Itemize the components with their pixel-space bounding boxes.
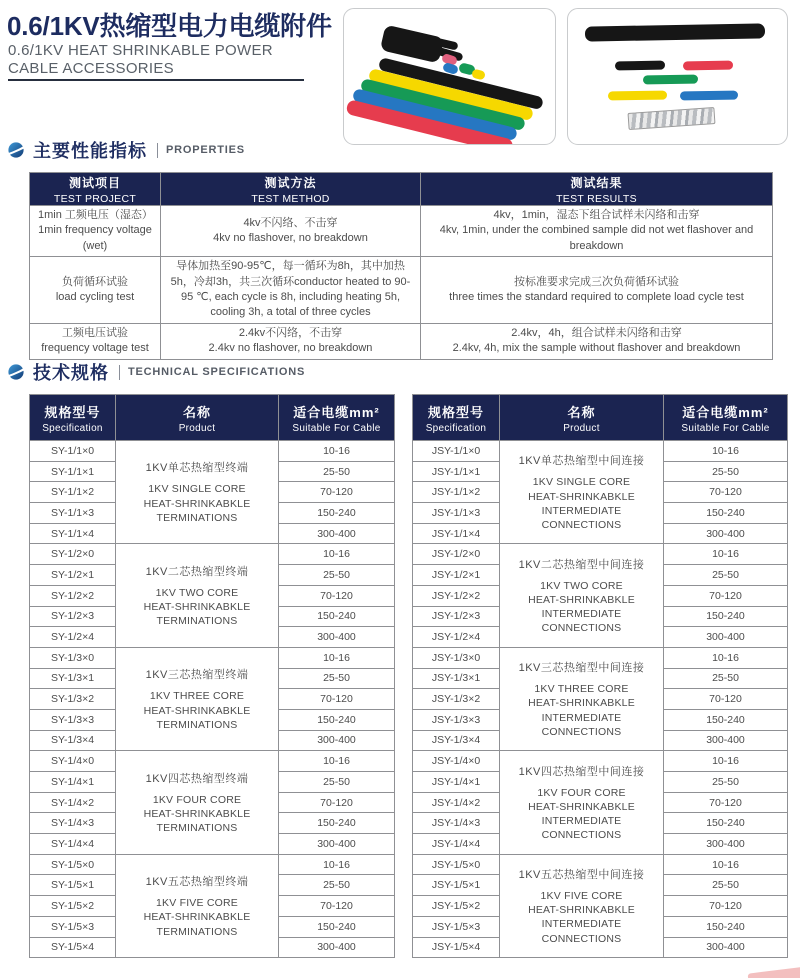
cable-size-cell: 10-16 xyxy=(664,854,788,875)
spec-table-connections xyxy=(412,394,788,958)
test-result-cell xyxy=(421,257,773,324)
spec-model-cell: SY-1/4×4 xyxy=(30,834,116,855)
cable-size-cell: 10-16 xyxy=(664,751,788,772)
col-header-product xyxy=(116,395,279,441)
spec-model-cell: SY-1/4×1 xyxy=(30,772,116,793)
col-header-specification xyxy=(413,395,500,441)
header-zh: 名称 xyxy=(567,404,596,420)
col-header-product xyxy=(500,395,664,441)
cable-size-cell: 70-120 xyxy=(279,689,395,710)
spec-row xyxy=(30,544,395,565)
spec-model-cell: JSY-1/1×1 xyxy=(413,461,500,482)
spec-row xyxy=(413,854,788,875)
spec-model-cell: JSY-1/3×1 xyxy=(413,668,500,689)
product-name-en xyxy=(118,689,276,732)
product-name-en-line: TERMINATIONS xyxy=(156,718,238,731)
cable-size-cell: 10-16 xyxy=(279,751,395,772)
terminations-kit-photo xyxy=(343,8,556,145)
cable-size-cell: 300-400 xyxy=(279,523,395,544)
product-name-zh: 1KV五芯热缩型终端 xyxy=(145,876,249,889)
cable-size-cell: 150-240 xyxy=(664,503,788,524)
header-en: Specification xyxy=(42,422,103,434)
project-en: 1min frequency voltage (wet) xyxy=(38,224,152,252)
test-result-cell xyxy=(421,323,773,359)
product-name-en-line: 1KV TWO CORE xyxy=(155,586,239,599)
header-en: TEST METHOD xyxy=(251,192,330,205)
spec-model-cell: JSY-1/5×2 xyxy=(413,896,500,917)
product-name-cell xyxy=(500,751,664,854)
section-specs-title-en: TECHNICAL SPECIFICATIONS xyxy=(128,366,306,378)
product-name-zh: 1KV单芯热缩型中间连接 xyxy=(518,455,645,468)
long-black-tube xyxy=(585,23,765,41)
product-name-en-line: HEAT-SHRINKABKLE xyxy=(528,490,635,503)
product-name-en-line: INTERMEDIATE CONNECTIONS xyxy=(541,918,622,945)
cable-size-cell: 10-16 xyxy=(279,441,395,462)
section-properties-header xyxy=(8,139,245,161)
method-zh: 2.4kv不闪络，不击穿 xyxy=(238,326,343,339)
header-zh: 适合电缆mm² xyxy=(293,404,380,420)
spec-model-cell: SY-1/2×0 xyxy=(30,544,116,565)
black-tube xyxy=(615,61,665,71)
product-name-en-line: HEAT-SHRINKABKLE xyxy=(143,807,251,820)
spec-row xyxy=(413,751,788,772)
result-zh: 4kv，1min，湿态下组合试样未闪络和击穿 xyxy=(493,209,700,221)
result-en: 4kv, 1min, under the combined sample did not wet flashover and breakdown xyxy=(439,224,754,252)
cable-size-cell: 25-50 xyxy=(664,565,788,586)
cable-size-cell: 150-240 xyxy=(664,606,788,627)
spec-model-cell: JSY-1/2×3 xyxy=(413,606,500,627)
product-name-en-line: HEAT-SHRINKABKLE xyxy=(528,904,635,917)
properties-row xyxy=(30,323,773,359)
header-en: Specification xyxy=(425,422,487,434)
spec-model-cell: SY-1/2×4 xyxy=(30,627,116,648)
product-name-en-line: HEAT-SHRINKABKLE xyxy=(528,593,635,606)
spec-model-cell: JSY-1/5×0 xyxy=(413,854,500,875)
product-name-en-line: 1KV THREE CORE xyxy=(534,683,629,696)
cable-size-cell: 25-50 xyxy=(664,772,788,793)
header-en: Suitable For Cable xyxy=(292,422,381,434)
cable-size-cell: 10-16 xyxy=(279,647,395,668)
product-name-en-line: INTERMEDIATE CONNECTIONS xyxy=(541,815,622,842)
method-en: 4kv no flashover, no breakdown xyxy=(213,232,368,245)
cable-size-cell: 150-240 xyxy=(279,606,395,627)
page-subtitle-line2: CABLE ACCESSORIES xyxy=(8,59,174,77)
product-name-en-line: 1KV SINGLE CORE xyxy=(532,476,631,489)
result-en: 2.4kv, 4h, mix the sample without flashover and breakdown xyxy=(452,342,741,355)
yellow-tube xyxy=(608,90,667,100)
page-subtitle-line1: 0.6/1KV HEAT SHRINKABLE POWER xyxy=(8,42,273,59)
spec-row xyxy=(30,441,395,462)
spec-header-row xyxy=(413,395,788,441)
product-name-en-line: HEAT-SHRINKABKLE xyxy=(143,497,251,510)
spec-model-cell: SY-1/4×0 xyxy=(30,751,116,772)
test-project-cell xyxy=(30,257,161,324)
section-properties-title-en: PROPERTIES xyxy=(166,144,245,156)
spec-model-cell: JSY-1/4×4 xyxy=(413,834,500,855)
result-en: three times the standard required to complete load cycle test xyxy=(449,290,744,303)
cable-size-cell: 70-120 xyxy=(664,896,788,917)
spec-model-cell: SY-1/2×1 xyxy=(30,565,116,586)
product-name-en-line: 1KV FIVE CORE xyxy=(156,897,238,910)
cable-size-cell: 25-50 xyxy=(279,875,395,896)
small-ring-yellow xyxy=(471,69,486,81)
header-zh: 名称 xyxy=(182,404,211,420)
cable-size-cell: 300-400 xyxy=(664,834,788,855)
cable-size-cell: 10-16 xyxy=(664,647,788,668)
spec-model-cell: JSY-1/2×1 xyxy=(413,565,500,586)
spec-header-row xyxy=(30,395,395,441)
product-name-zh: 1KV三芯热缩型中间连接 xyxy=(518,662,645,675)
test-method-cell xyxy=(161,323,421,359)
spec-model-cell: JSY-1/4×3 xyxy=(413,813,500,834)
cable-size-cell: 25-50 xyxy=(664,461,788,482)
cable-size-cell: 70-120 xyxy=(279,792,395,813)
spec-row xyxy=(413,647,788,668)
section-bullet-icon xyxy=(8,364,24,380)
spec-row xyxy=(413,544,788,565)
product-name-en xyxy=(502,682,661,739)
cable-size-cell: 150-240 xyxy=(664,916,788,937)
product-name-en-line: 1KV SINGLE CORE xyxy=(148,483,246,496)
method-zh: 导体加热至90-95℃，每一循环为8h，其中加热5h，冷却3h，共三次循环 xyxy=(170,260,405,288)
spec-model-cell: JSY-1/2×2 xyxy=(413,585,500,606)
cable-size-cell: 25-50 xyxy=(279,668,395,689)
spec-model-cell: JSY-1/1×4 xyxy=(413,523,500,544)
cable-size-cell: 70-120 xyxy=(664,689,788,710)
spec-model-cell: SY-1/5×4 xyxy=(30,937,116,958)
spec-model-cell: JSY-1/5×3 xyxy=(413,916,500,937)
product-name-en xyxy=(502,786,661,843)
product-name-zh: 1KV三芯热缩型终端 xyxy=(145,669,249,682)
col-header-suitable-cable xyxy=(279,395,395,441)
project-zh: 1min 工频电压（湿态） xyxy=(38,209,153,221)
product-name-zh: 1KV四芯热缩型终端 xyxy=(145,772,249,785)
properties-row xyxy=(30,257,773,324)
spec-model-cell: SY-1/5×1 xyxy=(30,875,116,896)
section-properties-title-zh: 主要性能指标 xyxy=(33,141,147,161)
spec-model-cell: JSY-1/3×4 xyxy=(413,730,500,751)
header-zh: 测试项目 xyxy=(68,175,121,190)
product-name-cell xyxy=(500,647,664,750)
cable-size-cell: 70-120 xyxy=(664,792,788,813)
spec-model-cell: JSY-1/4×1 xyxy=(413,772,500,793)
cable-size-cell: 70-120 xyxy=(664,482,788,503)
product-name-en-line: INTERMEDIATE CONNECTIONS xyxy=(541,608,622,635)
section-specs-title-zh: 技术规格 xyxy=(33,363,109,383)
product-name-en xyxy=(118,793,276,836)
connections-kit-photo xyxy=(567,8,788,145)
cable-size-cell: 150-240 xyxy=(279,813,395,834)
col-header-suitable-cable xyxy=(664,395,788,441)
product-name-en-line: HEAT-SHRINKABKLE xyxy=(528,800,635,813)
test-project-cell xyxy=(30,323,161,359)
spec-table-terminations xyxy=(29,394,395,958)
spec-model-cell: SY-1/3×1 xyxy=(30,668,116,689)
product-name-en-line: 1KV TWO CORE xyxy=(540,579,623,592)
section-specs-header xyxy=(8,361,305,383)
spec-model-cell: SY-1/3×0 xyxy=(30,647,116,668)
cable-size-cell: 150-240 xyxy=(279,916,395,937)
product-name-en-line: 1KV FIVE CORE xyxy=(540,890,623,903)
spec-model-cell: SY-1/2×3 xyxy=(30,606,116,627)
foil-pack xyxy=(628,107,716,130)
project-en: frequency voltage test xyxy=(41,342,149,355)
product-name-en-line: HEAT-SHRINKABKLE xyxy=(143,704,251,717)
properties-row xyxy=(30,206,773,257)
product-name-en-line: INTERMEDIATE CONNECTIONS xyxy=(541,711,622,738)
method-en: 2.4kv no flashover, no breakdown xyxy=(208,342,373,355)
product-name-en xyxy=(502,475,661,532)
cable-size-cell: 25-50 xyxy=(279,461,395,482)
product-name-cell xyxy=(116,544,279,647)
header-en: Product xyxy=(178,422,216,434)
project-en: load cycling test xyxy=(55,290,135,303)
product-name-en-line: 1KV THREE CORE xyxy=(149,690,245,703)
spec-model-cell: SY-1/3×2 xyxy=(30,689,116,710)
cable-size-cell: 300-400 xyxy=(664,937,788,958)
product-name-cell xyxy=(116,441,279,544)
header-zh: 测试方法 xyxy=(264,175,317,190)
product-name-en-line: TERMINATIONS xyxy=(156,511,238,524)
spec-model-cell: SY-1/1×3 xyxy=(30,503,116,524)
product-name-zh: 1KV二芯热缩型中间连接 xyxy=(518,558,645,571)
spec-row xyxy=(413,441,788,462)
cable-size-cell: 300-400 xyxy=(664,627,788,648)
spec-model-cell: SY-1/5×2 xyxy=(30,896,116,917)
cable-size-cell: 300-400 xyxy=(664,523,788,544)
spec-model-cell: SY-1/1×2 xyxy=(30,482,116,503)
section-title-divider xyxy=(119,365,120,380)
cable-size-cell: 70-120 xyxy=(279,482,395,503)
cable-size-cell: 10-16 xyxy=(664,441,788,462)
spec-model-cell: JSY-1/1×2 xyxy=(413,482,500,503)
product-name-en-line: TERMINATIONS xyxy=(156,615,238,628)
header-zh: 测试结果 xyxy=(570,175,623,190)
product-name-zh: 1KV二芯热缩型终端 xyxy=(145,565,249,578)
method-en: conductor heated to 90-95 ℃, each cycle is 8h, including heating 5h, cooling 3h, a total of three cycles xyxy=(180,275,411,319)
product-name-cell xyxy=(116,854,279,957)
product-name-cell xyxy=(500,854,664,957)
product-name-en-line: INTERMEDIATE CONNECTIONS xyxy=(541,504,622,531)
cable-size-cell: 150-240 xyxy=(279,709,395,730)
product-name-en-line: HEAT-SHRINKABKLE xyxy=(143,601,251,614)
product-name-zh: 1KV四芯热缩型中间连接 xyxy=(518,765,645,778)
properties-header-row xyxy=(30,173,773,206)
product-name-en-line: HEAT-SHRINKABKLE xyxy=(143,911,251,924)
project-zh: 工频电压试验 xyxy=(62,326,128,339)
header-zh: 规格型号 xyxy=(427,404,484,420)
col-header-test-project xyxy=(30,173,161,206)
cable-size-cell: 70-120 xyxy=(279,896,395,917)
cable-size-cell: 10-16 xyxy=(279,544,395,565)
cable-size-cell: 150-240 xyxy=(664,813,788,834)
col-header-test-method xyxy=(161,173,421,206)
cable-size-cell: 10-16 xyxy=(664,544,788,565)
cable-size-cell: 25-50 xyxy=(279,565,395,586)
test-method-cell xyxy=(161,206,421,257)
spec-model-cell: JSY-1/4×2 xyxy=(413,792,500,813)
product-name-zh: 1KV五芯热缩型中间连接 xyxy=(518,869,645,882)
product-name-cell xyxy=(116,647,279,750)
spec-model-cell: JSY-1/3×2 xyxy=(413,689,500,710)
product-name-en-line: TERMINATIONS xyxy=(156,822,238,835)
spec-model-cell: SY-1/3×4 xyxy=(30,730,116,751)
cable-size-cell: 150-240 xyxy=(279,503,395,524)
spec-model-cell: SY-1/2×2 xyxy=(30,585,116,606)
col-header-specification xyxy=(30,395,116,441)
cable-size-cell: 25-50 xyxy=(664,875,788,896)
spec-model-cell: JSY-1/2×4 xyxy=(413,627,500,648)
test-method-cell xyxy=(161,257,421,324)
product-name-en xyxy=(118,482,276,525)
spec-row xyxy=(30,751,395,772)
spec-model-cell: JSY-1/4×0 xyxy=(413,751,500,772)
product-name-en xyxy=(502,579,661,636)
result-zh: 按标准要求完成三次负荷循环试验 xyxy=(514,275,679,288)
product-name-en-line: 1KV FOUR CORE xyxy=(537,786,626,799)
header-zh: 适合电缆mm² xyxy=(682,404,769,420)
spec-model-cell: SY-1/3×3 xyxy=(30,709,116,730)
spec-model-cell: SY-1/5×0 xyxy=(30,854,116,875)
spec-model-cell: SY-1/4×3 xyxy=(30,813,116,834)
cable-size-cell: 300-400 xyxy=(279,937,395,958)
product-name-en xyxy=(118,586,276,629)
cable-size-cell: 300-400 xyxy=(279,730,395,751)
product-name-en xyxy=(502,889,661,946)
cable-size-cell: 300-400 xyxy=(279,627,395,648)
cable-size-cell: 300-400 xyxy=(279,834,395,855)
spec-model-cell: SY-1/1×0 xyxy=(30,441,116,462)
cable-size-cell: 70-120 xyxy=(279,585,395,606)
section-bullet-icon xyxy=(8,142,24,158)
spec-model-cell: SY-1/5×3 xyxy=(30,916,116,937)
header-en: TEST RESULTS xyxy=(556,192,637,205)
spec-model-cell: JSY-1/5×4 xyxy=(413,937,500,958)
cable-size-cell: 25-50 xyxy=(664,668,788,689)
spec-model-cell: JSY-1/3×0 xyxy=(413,647,500,668)
cable-size-cell: 25-50 xyxy=(279,772,395,793)
product-name-cell xyxy=(500,544,664,647)
product-name-en-line: 1KV FOUR CORE xyxy=(152,793,242,806)
blue-tube xyxy=(680,90,738,100)
method-zh: 4kv不闪络、不击穿 xyxy=(243,216,338,229)
product-name-cell xyxy=(500,441,664,544)
project-zh: 负荷循环试验 xyxy=(62,275,128,288)
page-subtitle xyxy=(8,42,273,77)
cable-size-cell: 70-120 xyxy=(664,585,788,606)
properties-table xyxy=(29,172,773,360)
product-name-en-line: TERMINATIONS xyxy=(156,925,238,938)
page-corner-mark xyxy=(748,966,800,978)
spec-model-cell: JSY-1/2×0 xyxy=(413,544,500,565)
title-divider xyxy=(8,79,304,81)
spec-model-cell: SY-1/1×4 xyxy=(30,523,116,544)
spec-model-cell: JSY-1/3×3 xyxy=(413,709,500,730)
product-name-cell xyxy=(116,751,279,854)
product-name-en-line: HEAT-SHRINKABKLE xyxy=(528,697,635,710)
header-en: Suitable For Cable xyxy=(681,422,770,434)
spec-model-cell: JSY-1/5×1 xyxy=(413,875,500,896)
page-title: 0.6/1KV热缩型电力电缆附件 xyxy=(7,11,332,41)
col-header-test-results xyxy=(421,173,773,206)
spec-model-cell: SY-1/1×1 xyxy=(30,461,116,482)
cable-size-cell: 150-240 xyxy=(664,709,788,730)
spec-row xyxy=(30,647,395,668)
header-zh: 规格型号 xyxy=(44,404,101,420)
cable-size-cell: 10-16 xyxy=(279,854,395,875)
spec-row xyxy=(30,854,395,875)
green-tube xyxy=(643,75,698,85)
section-title-divider xyxy=(157,143,158,158)
test-project-cell xyxy=(30,206,161,257)
spec-model-cell: JSY-1/1×3 xyxy=(413,503,500,524)
red-tube xyxy=(683,61,733,71)
cable-size-cell: 300-400 xyxy=(664,730,788,751)
spec-model-cell: JSY-1/1×0 xyxy=(413,441,500,462)
header-en: TEST PROJECT xyxy=(53,192,137,205)
test-result-cell xyxy=(421,206,773,257)
product-name-en xyxy=(118,896,276,939)
spec-model-cell: SY-1/4×2 xyxy=(30,792,116,813)
header-en: Product xyxy=(563,422,600,434)
product-name-zh: 1KV单芯热缩型终端 xyxy=(145,462,249,475)
result-zh: 2.4kv，4h，组合试样未闪络和击穿 xyxy=(511,326,682,339)
